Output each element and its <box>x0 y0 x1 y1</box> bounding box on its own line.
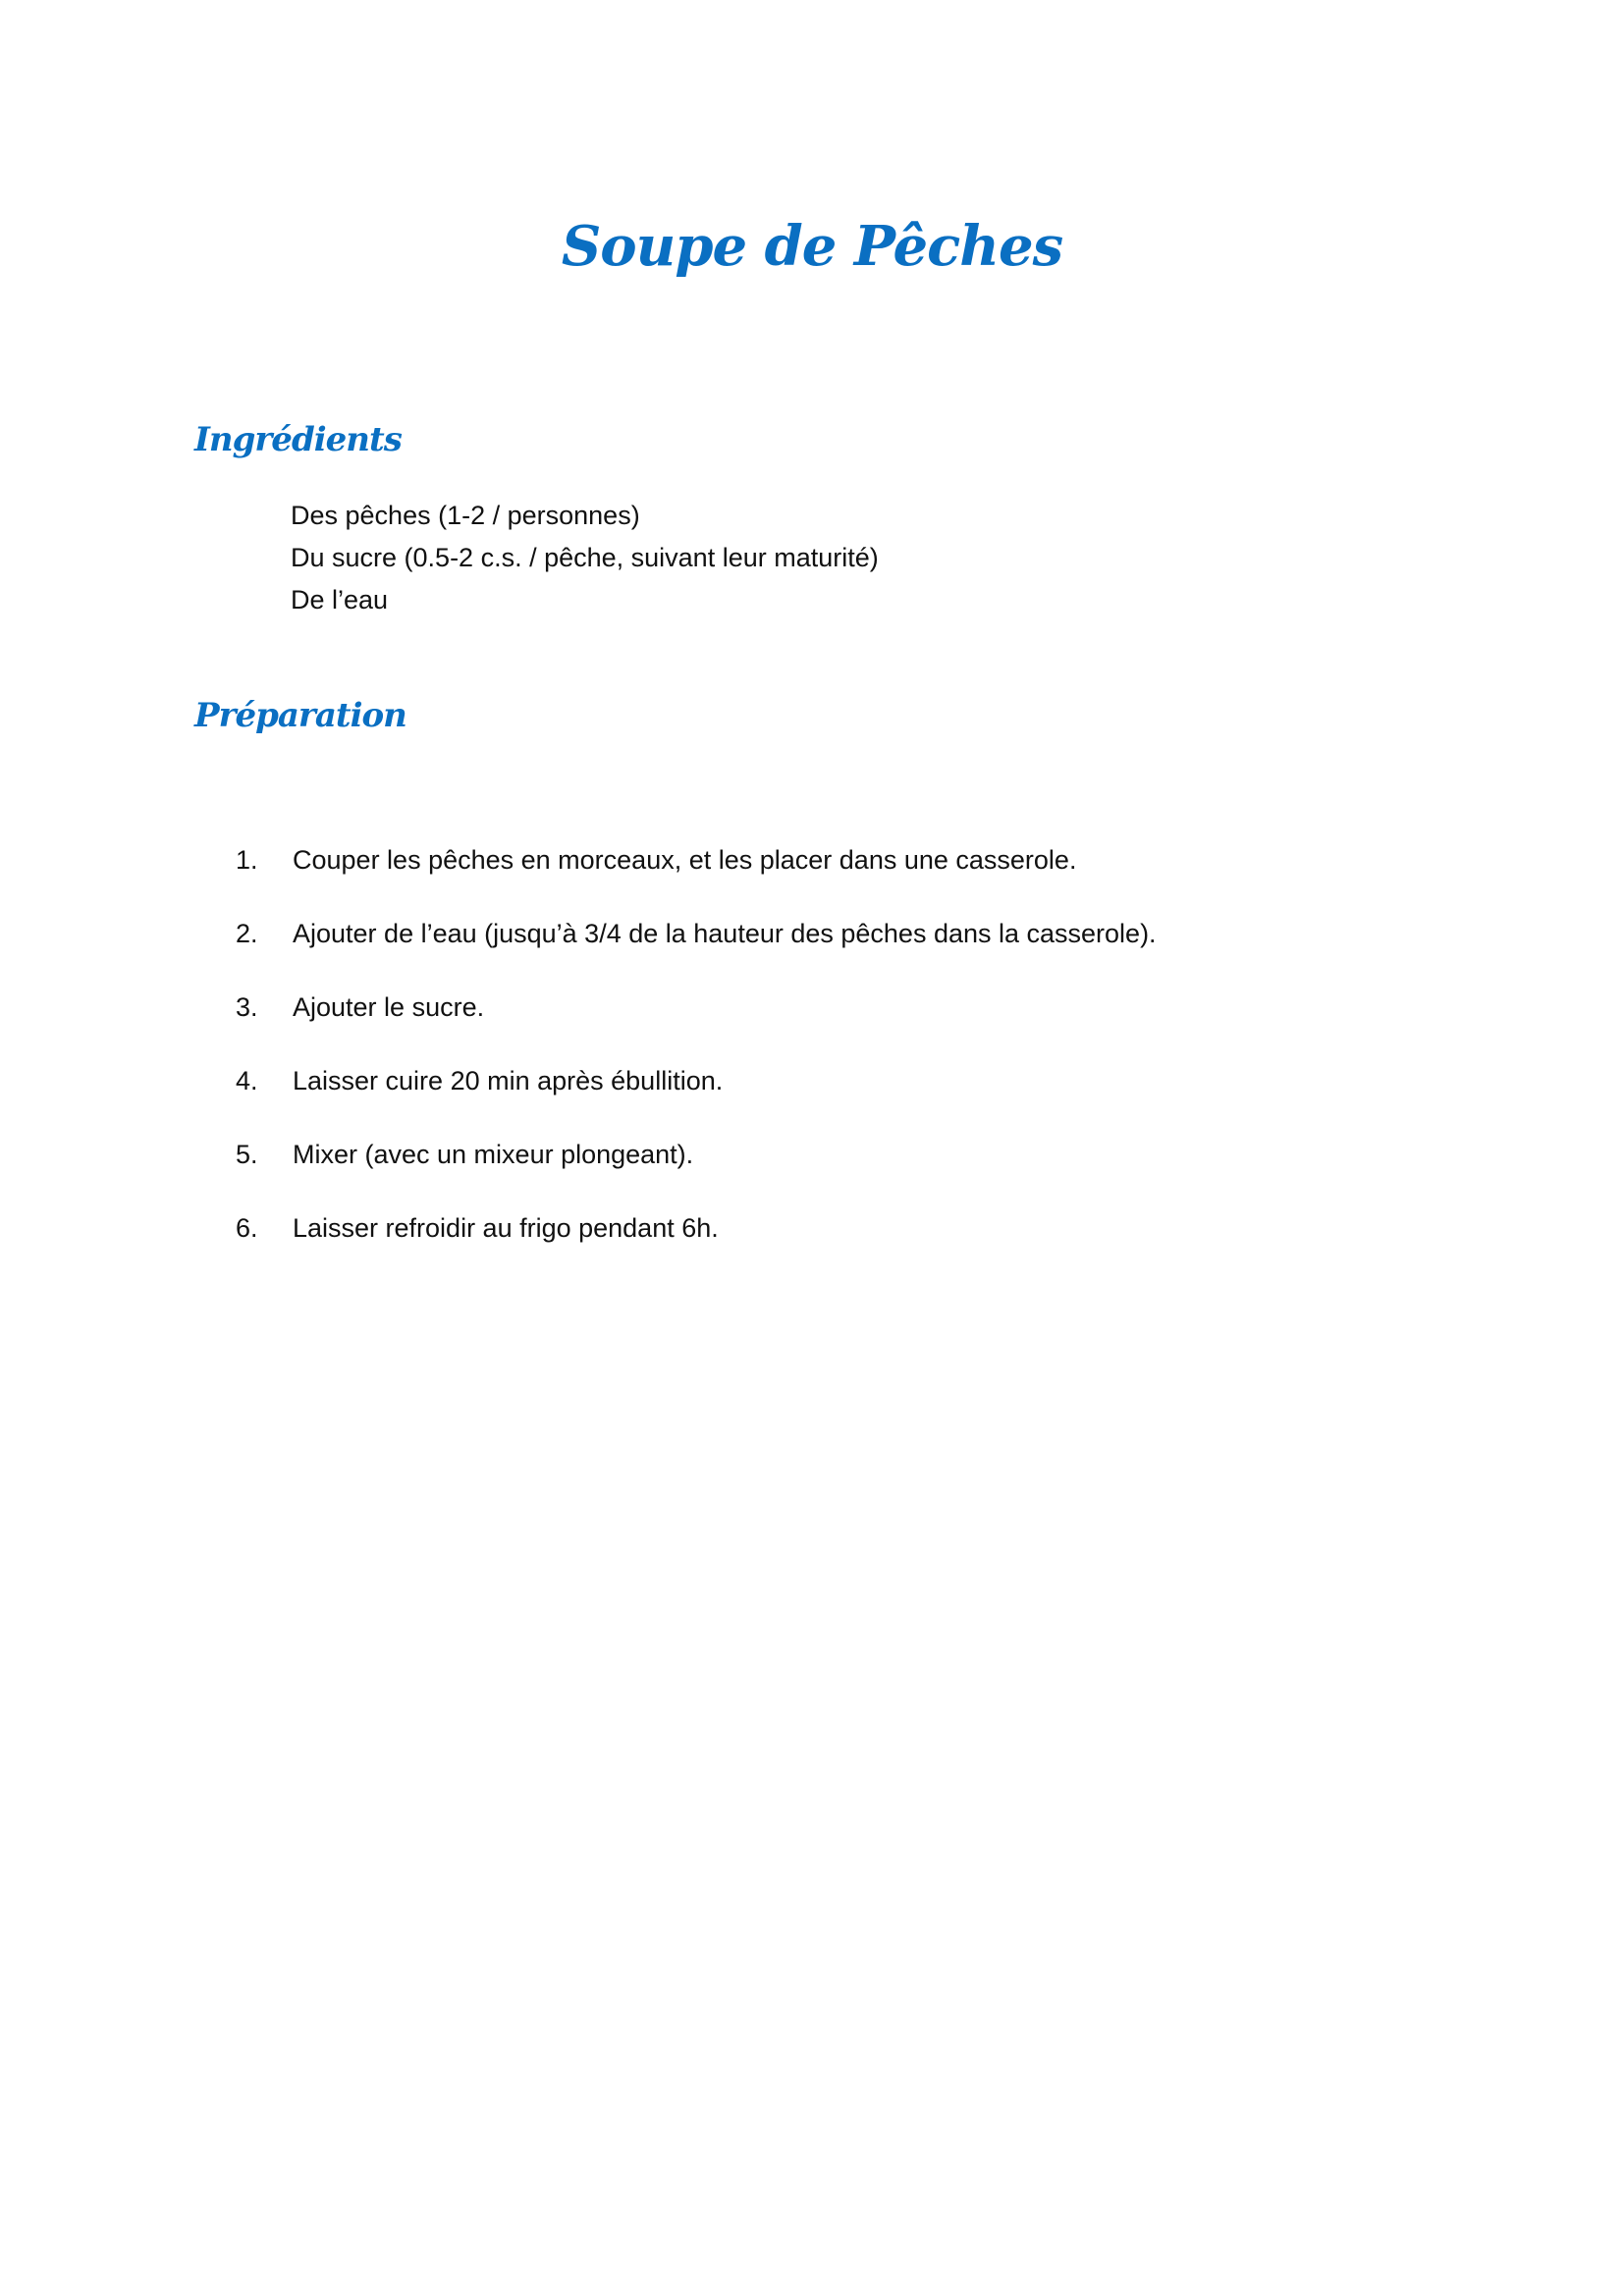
preparation-heading: Préparation <box>194 696 406 735</box>
step-item <box>236 916 1157 989</box>
step-text: Laisser refroidir au frigo pendant 6h. <box>293 1213 719 1243</box>
ingredient-item: Du sucre (0.5-2 c.s. / pêche, suivant leur maturité) <box>291 543 879 572</box>
step-number: 3. <box>236 992 258 1022</box>
step-item <box>236 1137 1157 1210</box>
step-text: Couper les pêches en morceaux, et les placer dans une casserole. <box>293 845 1077 875</box>
ingredients-list <box>291 495 879 621</box>
step-number: 5. <box>236 1140 258 1169</box>
ingredients-heading: Ingrédients <box>194 420 402 459</box>
step-text: Ajouter de l’eau (jusqu’à 3/4 de la hauteur des pêches dans la casserole). <box>293 919 1157 948</box>
preparation-steps-list <box>236 842 1157 1284</box>
step-number: 4. <box>236 1066 258 1095</box>
step-text: Mixer (avec un mixeur plongeant). <box>293 1140 694 1169</box>
step-text: Ajouter le sucre. <box>293 992 485 1022</box>
ingredient-item: De l’eau <box>291 585 389 614</box>
step-number: 2. <box>236 919 258 948</box>
step-item <box>236 1063 1157 1137</box>
step-item <box>236 989 1157 1063</box>
step-text: Laisser cuire 20 min après ébullition. <box>293 1066 724 1095</box>
step-number: 6. <box>236 1213 258 1243</box>
step-item <box>236 842 1157 916</box>
page-title: Soupe de Pêches <box>561 214 1063 279</box>
step-item <box>236 1210 1157 1284</box>
ingredient-item: Des pêches (1-2 / personnes) <box>291 501 640 530</box>
step-number: 1. <box>236 845 258 875</box>
